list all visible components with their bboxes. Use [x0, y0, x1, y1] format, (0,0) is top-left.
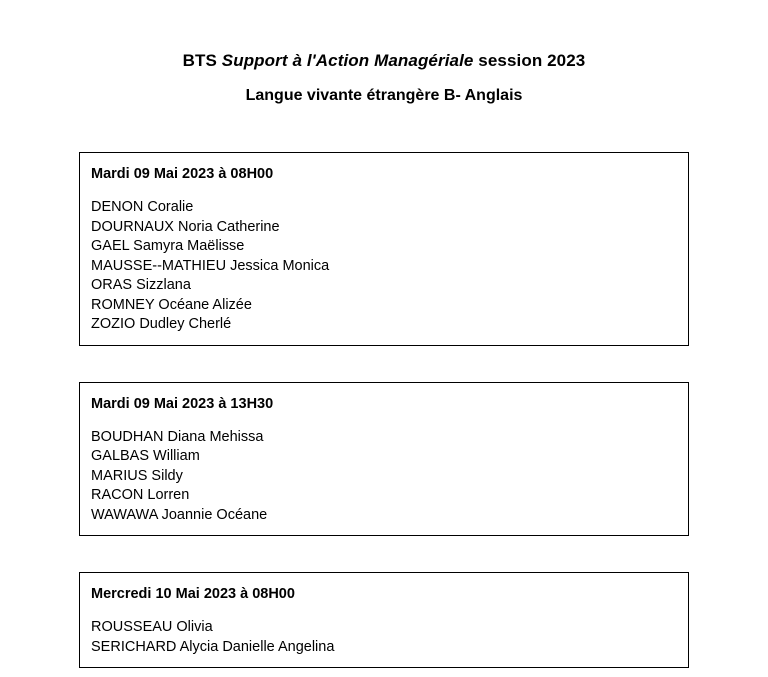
title-italic-part: Support à l'Action Managériale [221, 51, 474, 70]
list-item: DOURNAUX Noria Catherine [91, 218, 280, 235]
document-title-block [0, 0, 768, 107]
list-item: ROUSSEAU Olivia [91, 619, 213, 635]
document-title [0, 50, 768, 72]
list-item: MARIUS Sildy [91, 467, 183, 484]
session-group [79, 572, 689, 668]
list-item: RACON Lorren [91, 487, 190, 503]
session-groups [0, 152, 768, 668]
session-group [79, 152, 689, 346]
session-group [79, 382, 689, 537]
list-item: ORAS Sizzlana [91, 277, 191, 293]
list-item: GALBAS William [91, 448, 200, 464]
list-item: ROMNEY Océane Alizée [91, 296, 252, 313]
list-item: BOUDHAN Diana Mehissa [91, 428, 264, 445]
candidate-list [80, 428, 688, 526]
list-item: ZOZIO Dudley Cherlé [91, 316, 232, 332]
title-prefix: BTS [182, 51, 222, 70]
candidate-list [80, 198, 688, 335]
session-header: Mardi 09 Mai 2023 à 13H30 [91, 395, 274, 412]
list-item: MAUSSE--MATHIEU Jessica Monica [91, 257, 330, 274]
list-item: WAWAWA Joannie Océane [91, 506, 268, 523]
list-item: DENON Coralie [91, 199, 194, 215]
session-header: Mardi 09 Mai 2023 à 08H00 [91, 166, 274, 182]
list-item: GAEL Samyra Maëlisse [91, 238, 245, 254]
session-header: Mercredi 10 Mai 2023 à 08H00 [91, 586, 295, 602]
title-suffix: session 2023 [473, 51, 586, 70]
candidate-list [80, 618, 688, 657]
document-subtitle: Langue vivante étrangère B- Anglais [245, 87, 523, 104]
list-item: SERICHARD Alycia Danielle Angelina [91, 638, 335, 655]
